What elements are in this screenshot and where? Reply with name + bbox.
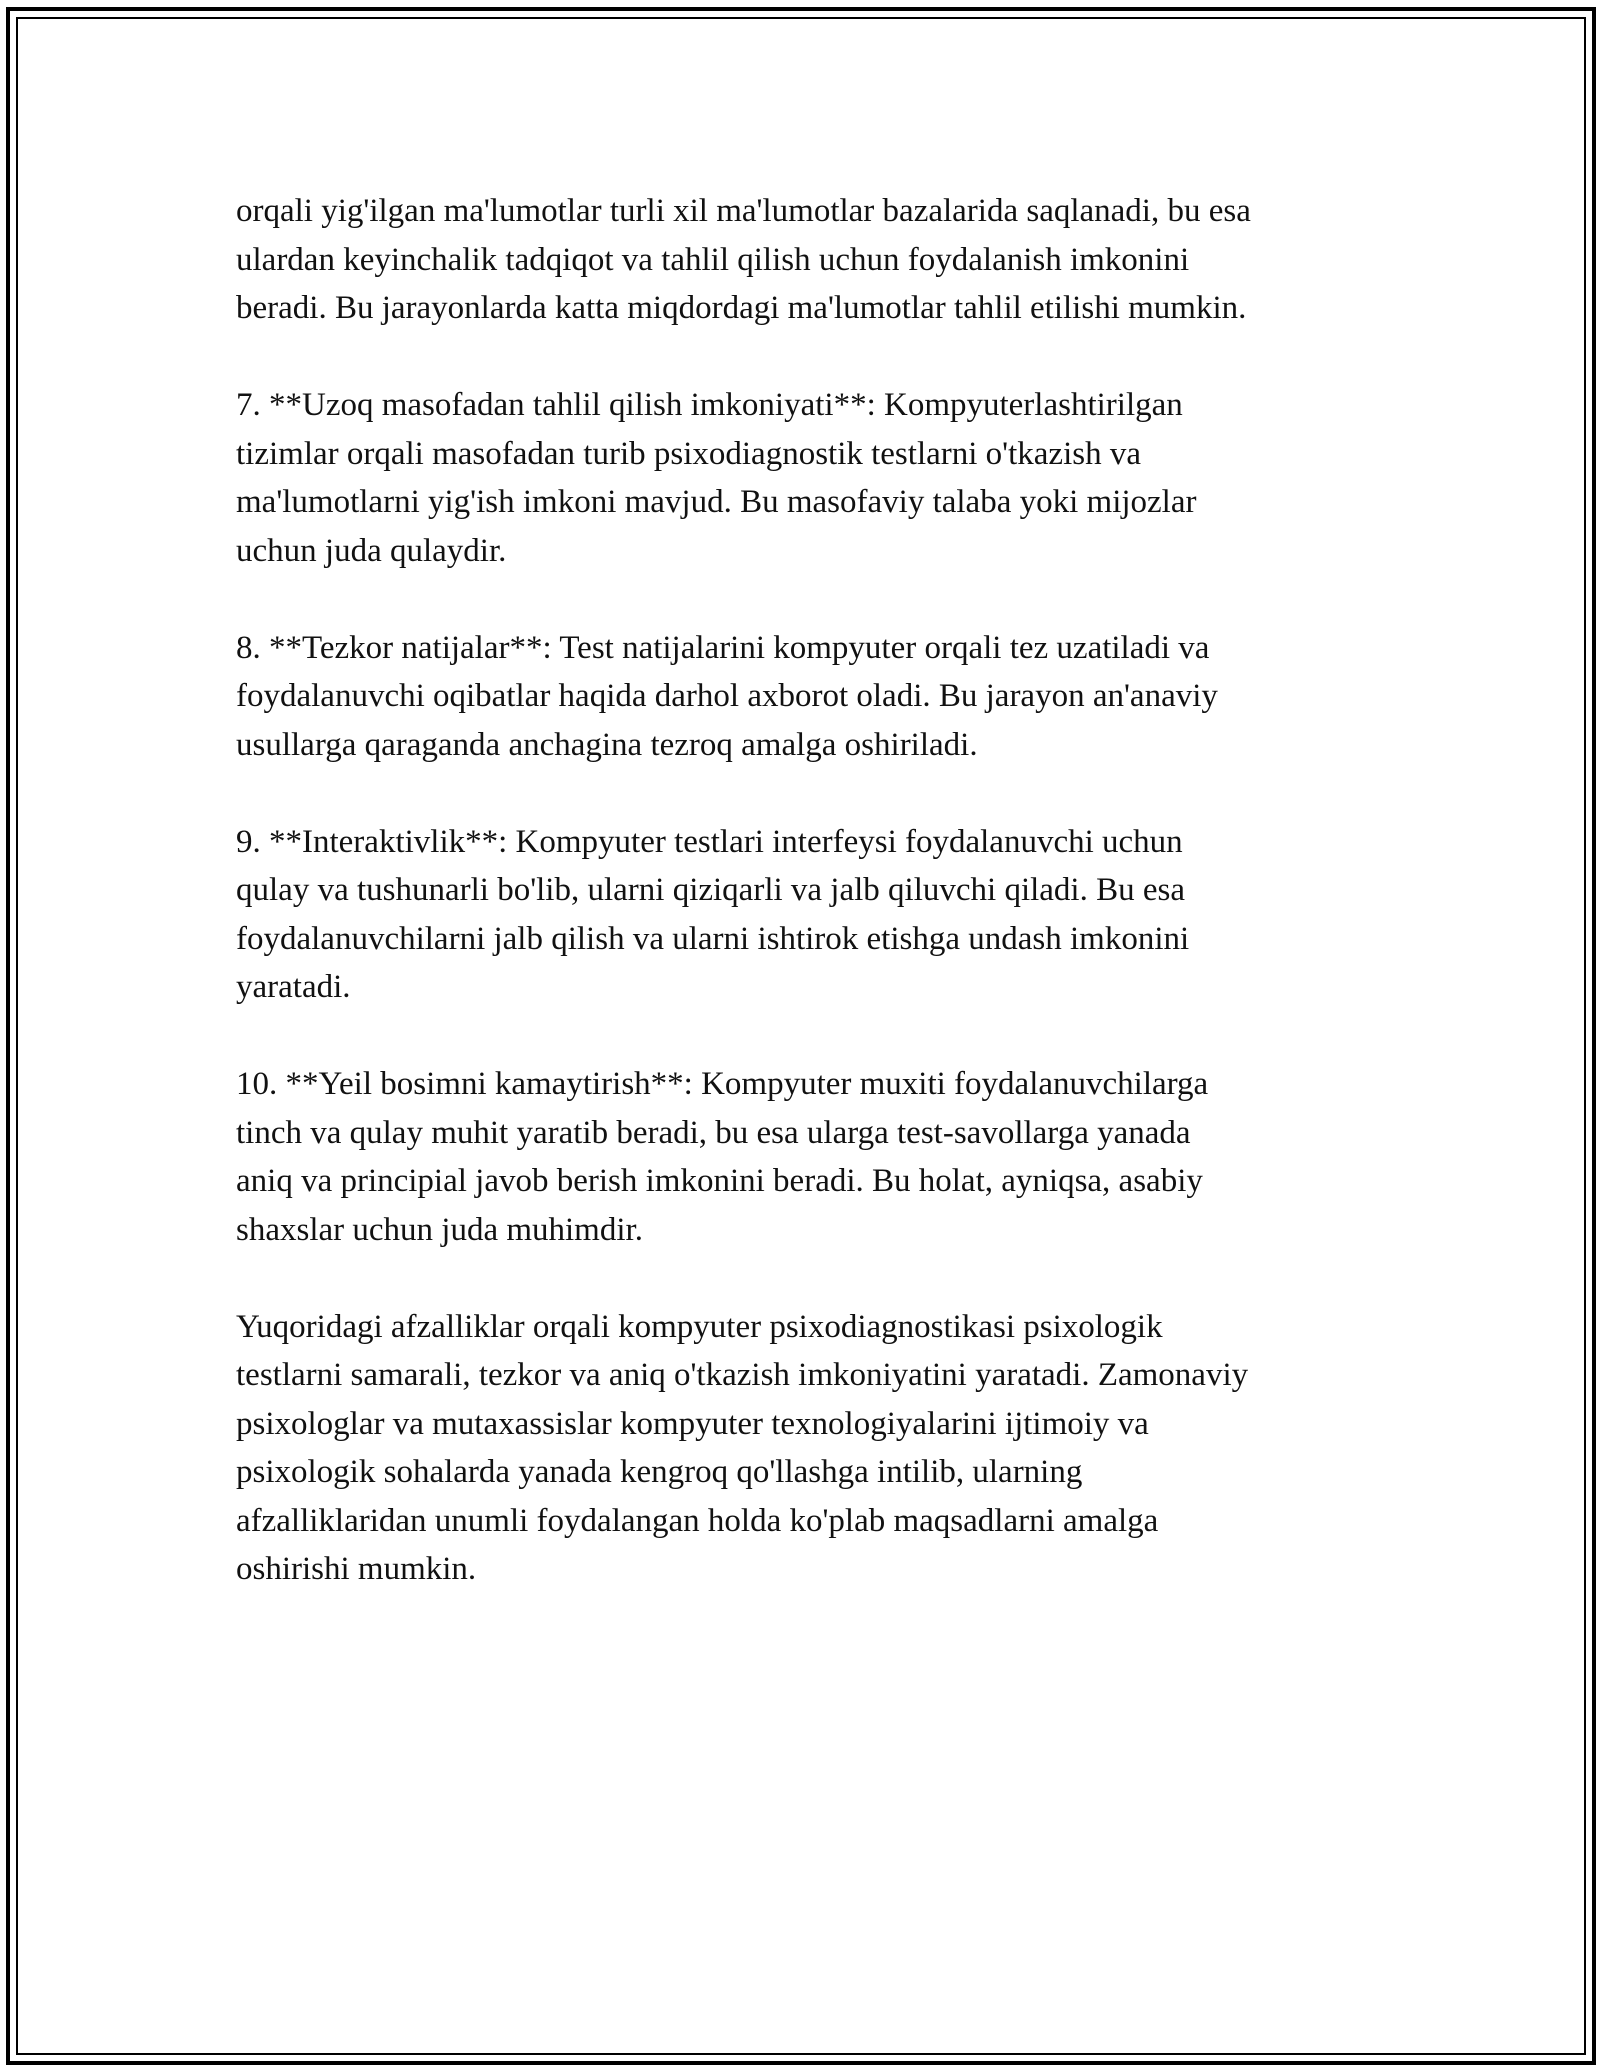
text-line: usullarga qaraganda anchagina tezroq amalga oshiriladi.: [236, 726, 978, 763]
text-line: shaxslar uchun juda muhimdir.: [236, 1211, 643, 1248]
list-item-10: [236, 1060, 1376, 1254]
text-line: Yuqoridagi afzalliklar orqali kompyuter psixodiagnostikasi psixologik: [236, 1308, 1163, 1345]
text-line: afzalliklaridan unumli foydalangan holda ko'plab maqsadlarni amalga: [236, 1502, 1159, 1539]
list-item-8: [236, 624, 1376, 770]
document-body: [236, 187, 1376, 1642]
text-line: qulay va tushunarli bo'lib, ularni qiziqarli va jalb qiluvchi qiladi. Bu esa: [236, 872, 1185, 908]
text-line: foydalanuvchi oqibatlar haqida darhol axborot oladi. Bu jarayon an'anaviy: [236, 678, 1218, 714]
text-line: oshirishi mumkin.: [236, 1551, 477, 1587]
list-item-7: [236, 381, 1376, 575]
text-line: uchun juda qulaydir.: [236, 532, 507, 569]
text-line: 8. **Tezkor natijalar**: Test natijalarini kompyuter orqali tez uzatiladi va: [236, 629, 1210, 666]
text-line: beradi. Bu jarayonlarda katta miqdordagi ma'lumotlar tahlil etilishi mumkin.: [236, 290, 1247, 326]
text-line: 9. **Interaktivlik**: Kompyuter testlari interfeysi foydalanuvchi uchun: [236, 823, 1183, 860]
text-line: 10. **Yeil bosimni kamaytirish**: Kompyuter muxiti foydalanuvchilarga: [236, 1066, 1209, 1102]
text-line: psixologik sohalarda yanada kengroq qo'llashga intilib, ularning: [236, 1454, 1083, 1490]
paragraph-intro-continuation: [236, 187, 1376, 333]
text-line: yaratadi.: [236, 969, 351, 1005]
list-item-9: [236, 818, 1376, 1012]
text-line: ulardan keyinchalik tadqiqot va tahlil qilish uchun foydalanish imkonini: [236, 241, 1190, 278]
text-line: tizimlar orqali masofadan turib psixodiagnostik testlarni o'tkazish va: [236, 435, 1141, 472]
text-line: foydalanuvchilarni jalb qilish va ularni ishtirok etishga undash imkonini: [236, 920, 1190, 957]
text-line: orqali yig'ilgan ma'lumotlar turli xil ma'lumotlar bazalarida saqlanadi, bu esa: [236, 193, 1251, 229]
text-line: tinch va qulay muhit yaratib beradi, bu esa ularga test-savollarga yanada: [236, 1114, 1191, 1151]
paragraph-conclusion: [236, 1303, 1376, 1594]
text-line: 7. **Uzoq masofadan tahlil qilish imkoniyati**: Kompyuterlashtirilgan: [236, 387, 1183, 423]
text-line: aniq va principial javob berish imkonini beradi. Bu holat, ayniqsa, asabiy: [236, 1163, 1203, 1199]
text-line: psixologlar va mutaxassislar kompyuter texnologiyalarini ijtimoiy va: [236, 1405, 1149, 1442]
text-line: ma'lumotlarni yig'ish imkoni mavjud. Bu masofaviy talaba yoki mijozlar: [236, 484, 1197, 520]
text-line: testlarni samarali, tezkor va aniq o'tkazish imkoniyatini yaratadi. Zamonaviy: [236, 1357, 1249, 1393]
